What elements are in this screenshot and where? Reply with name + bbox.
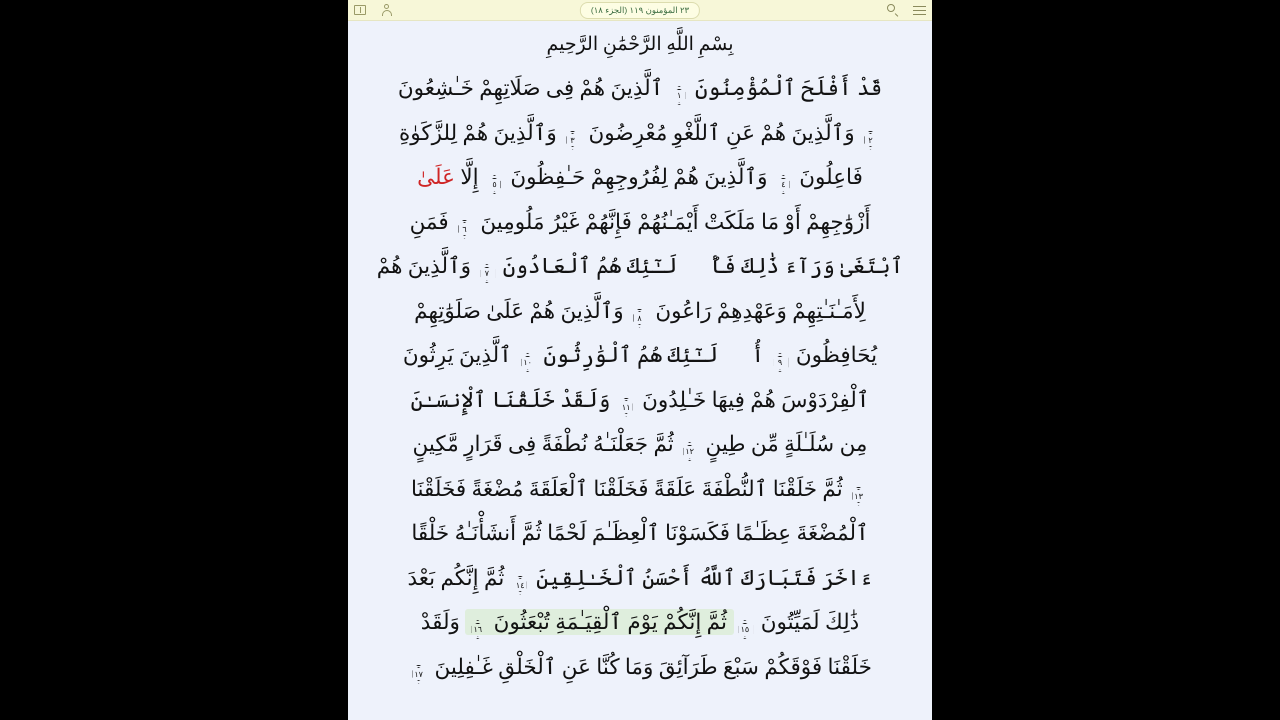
ayah-number-marker[interactable]: ٣ (563, 131, 582, 150)
ayah-text: وَلَقَدْ (420, 610, 466, 634)
toolbar-right-group (886, 0, 926, 20)
ayah-number-marker[interactable]: ٦ (455, 220, 474, 239)
mushaf-text-area[interactable] (348, 21, 932, 720)
ayah-text: ثُمَّ خَلَقْنَا ٱلنُّطْفَةَ عَلَقَةً فَخَلَقْنَا ٱلْعَلَقَةَ مُضْغَةً فَخَلَقْنَا (410, 476, 849, 501)
ayah-text: أَزْوَٰجِهِمْ أَوْ مَا مَلَكَتْ أَيْمَـٰنُهُمْ فَإِنَّهُمْ غَيْرُ مَلُومِينَ (475, 209, 871, 234)
ayah-text: ثُمَّ إِنَّكُم بَعْدَ (407, 565, 510, 590)
ayah-text: وَٱلَّذِينَ هُمْ (376, 254, 477, 278)
ayah-line[interactable] (364, 244, 916, 289)
basmala: بِسْمِ اللَّهِ الرَّحْمَٰنِ الرَّحِيمِ (546, 34, 734, 55)
ayah-number-marker[interactable]: ٨ (630, 309, 649, 328)
toolbar-left-group (354, 0, 393, 20)
ayah-text: ٱلْمُضْغَةَ عِظَـٰمًا فَكَسَوْنَا ٱلْعِظَـٰمَ لَحْمًا ثُمَّ أَنشَأْنَـٰهُ خَلْقًا (411, 521, 869, 545)
ayah-number-marker[interactable]: ٧ (477, 264, 496, 283)
ayah-text: ٱلَّذِينَ يَرِثُونَ (402, 343, 518, 367)
ayah-number-marker[interactable]: ١ (670, 86, 689, 105)
person-icon[interactable] (380, 4, 393, 17)
ayah-number-marker[interactable]: ٢ (861, 131, 880, 150)
ayah-number-marker[interactable]: ١٦ (468, 620, 487, 639)
ayah-number-marker[interactable]: ١٠ (518, 353, 537, 372)
ayah-text: ثُمَّ إِنَّكُمْ يَوْمَ ٱلْقِيَـٰمَةِ تُبْعَثُونَ (488, 610, 733, 634)
ayah-line[interactable] (364, 422, 916, 467)
menu-icon[interactable] (913, 4, 926, 17)
ayah-text: خَلَقْنَا فَوْقَكُمْ سَبْعَ طَرَآئِقَ وَمَا كُنَّا عَنِ ٱلْخَلْقِ غَـٰفِلِينَ (429, 654, 872, 679)
ayah-text: يُحَافِظُونَ (790, 343, 878, 367)
letterbox-left (0, 0, 348, 720)
ayah-text: ٱلْفِرْدَوْسَ هُمْ فِيهَا خَـٰلِدُونَ (636, 387, 870, 412)
ayah-text: وَٱلَّذِينَ هُمْ لِفُرُوجِهِمْ حَـٰفِظُونَ (504, 165, 773, 189)
ayah-text: وَٱلَّذِينَ هُمْ عَلَىٰ صَلَوَٰتِهِمْ (414, 298, 630, 323)
ayah-line[interactable] (364, 155, 916, 200)
ayah-line[interactable] (364, 200, 916, 245)
letterbox-right (932, 0, 1280, 720)
ayah-text: وَٱلَّذِينَ هُمْ لِلزَّكَوٰةِ (399, 120, 563, 145)
ayah-text-emphasis: عَلَىٰ (417, 165, 455, 189)
ayah-text: ءَاخَرَ فَتَبَارَكَ ٱللَّهُ أَحْسَنُ ٱلْخَـٰلِقِينَ (530, 565, 873, 590)
ayah-line[interactable] (364, 511, 916, 556)
ayah-number-marker[interactable]: ١٧ (409, 665, 428, 684)
quran-page[interactable] (348, 0, 932, 720)
search-icon[interactable] (886, 4, 899, 17)
ayah-text: ثُمَّ جَعَلْنَـٰهُ نُطْفَةً فِى قَرَارٍ مَّكِينٍ (412, 432, 680, 456)
ayah-number-marker[interactable]: ٤ (774, 175, 793, 194)
ayah-text: لِأَمَـٰنَـٰتِهِمْ وَعَهْدِهِمْ رَاعُونَ (650, 298, 866, 323)
ayah-number-marker[interactable]: ٥ (485, 175, 504, 194)
ayah-number-marker[interactable]: ١٢ (680, 442, 699, 461)
ayah-text: وَلَقَدْ خَلَقْنَا ٱلْإِنسَـٰنَ (410, 387, 616, 412)
ayah-text: قَدْ أَفْلَحَ ٱلْمُؤْمِنُونَ (689, 76, 883, 100)
ayah-number-marker[interactable]: ٩ (770, 353, 789, 372)
ayah-text: وَٱلَّذِينَ هُمْ عَنِ ٱللَّغْوِ مُعْرِضُونَ (583, 120, 860, 145)
ayah-line[interactable] (364, 645, 916, 690)
ayah-number-marker[interactable]: ١٣ (849, 487, 868, 506)
ayah-text: مِن سُلَـٰلَةٍ مِّن طِينٍ (700, 432, 868, 456)
highlighted-ayah[interactable] (465, 609, 734, 635)
ayah-text: فَاعِلُونَ (793, 165, 863, 189)
ayah-number-marker[interactable]: ١٥ (735, 620, 754, 639)
ayah-text: فَمَنِ (409, 209, 455, 234)
ayah-line[interactable] (364, 289, 916, 334)
page-indicator[interactable]: ٢٣ المؤمنون ١١٩ (الجزء ١٨) (580, 2, 700, 19)
ayah-number-marker[interactable]: ١٤ (511, 576, 530, 595)
ayah-line[interactable] (364, 467, 916, 512)
ayah-number-marker[interactable]: ١١ (617, 398, 636, 417)
top-toolbar (348, 0, 932, 21)
book-icon[interactable] (354, 5, 366, 15)
ayah-lines (364, 66, 916, 689)
ayah-text: أُو۟لَـٰٓئِكَ هُمُ ٱلْوَٰرِثُونَ (538, 343, 770, 367)
ayah-line[interactable] (364, 600, 916, 645)
ayah-text: ٱلَّذِينَ هُمْ فِى صَلَاتِهِمْ خَـٰشِعُونَ (397, 76, 669, 100)
ayah-line[interactable] (364, 556, 916, 601)
ayah-line[interactable] (364, 333, 916, 378)
ayah-text: ذَٰلِكَ لَمَيِّتُونَ (755, 610, 860, 634)
ayah-line[interactable] (364, 66, 916, 111)
ayah-text: ٱبْتَغَىٰ وَرَآءَ ذَٰلِكَ فَأُو۟لَـٰٓئِكَ هُمُ ٱلْعَادُونَ (497, 254, 904, 278)
ayah-line[interactable] (364, 111, 916, 156)
ayah-line[interactable] (364, 378, 916, 423)
ayah-text: إِلَّا (454, 165, 484, 189)
